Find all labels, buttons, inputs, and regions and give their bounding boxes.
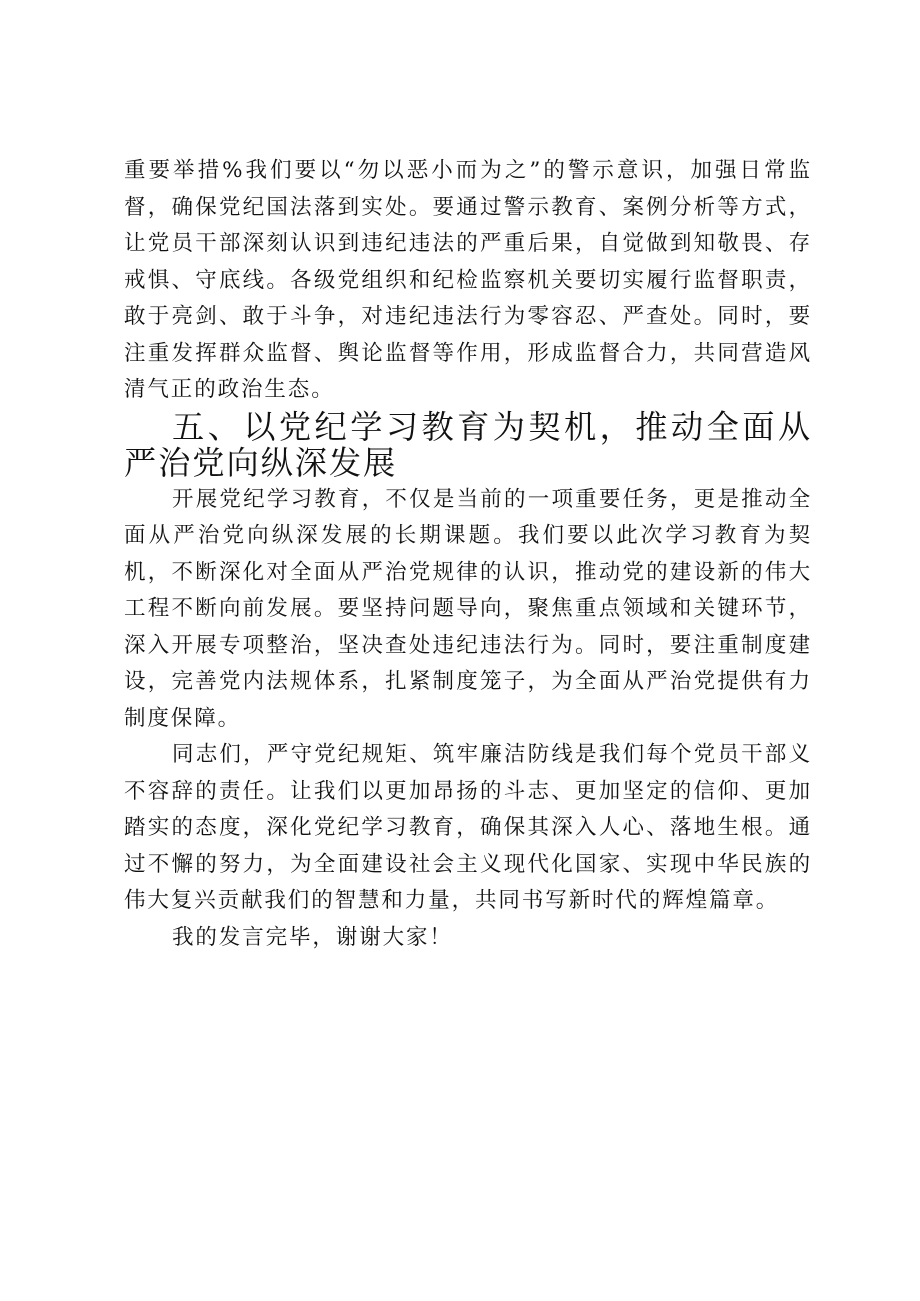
paragraph-closing-thanks: 我的发言完毕，谢谢大家！ — [172, 924, 453, 950]
document-body — [124, 153, 812, 956]
section-heading-five: 五、以党纪学习教育为契机，推动全面从严治党向纵深发展 — [124, 407, 812, 482]
paragraph-closing-call: 同志们，严守党纪规矩、筑牢廉洁防线是我们每个党员干部义不容辞的责任。让我们以更加昂扬的斗志、更加坚定的信仰、更加踏实的态度，深化党纪学习教育，确保其深入人心、落地生根。通过不懈的努力，为全面建设社会主义现代化国家、实现中华民族的伟大复兴贡献我们的智慧和力量，共同书写新时代的辉煌篇章。 — [124, 742, 812, 913]
paragraph-party-discipline-education: 开展党纪学习教育，不仅是当前的一项重要任务，更是推动全面从严治党向纵深发展的长期课题。我们要以此次学习教育为契机，不断深化对全面从严治党规律的认识，推动党的建设新的伟大工程不断向前发展。要坚持问题导向，聚焦重点领域和关键环节，深入开展专项整治，坚决查处违纪违法行为。同时，要注重制度建设，完善党内法规体系，扎紧制度笼子，为全面从严治党提供有力制度保障。 — [124, 486, 812, 731]
paragraph-supervision-continued: 重要举措%我们要以“勿以恶小而为之”的警示意识，加强日常监督，确保党纪国法落到实处。要通过警示教育、案例分析等方式，让党员干部深刻认识到违纪违法的严重后果，自觉做到知敬畏、存戒惧、守底线。各级党组织和纪检监察机关要切实履行监督职责，敢于亮剑、敢于斗争，对违纪违法行为零容忍、严查处。同时，要注重发挥群众监督、舆论监督等作用，形成监督合力，共同营造风清气正的政治生态。 — [124, 158, 812, 402]
